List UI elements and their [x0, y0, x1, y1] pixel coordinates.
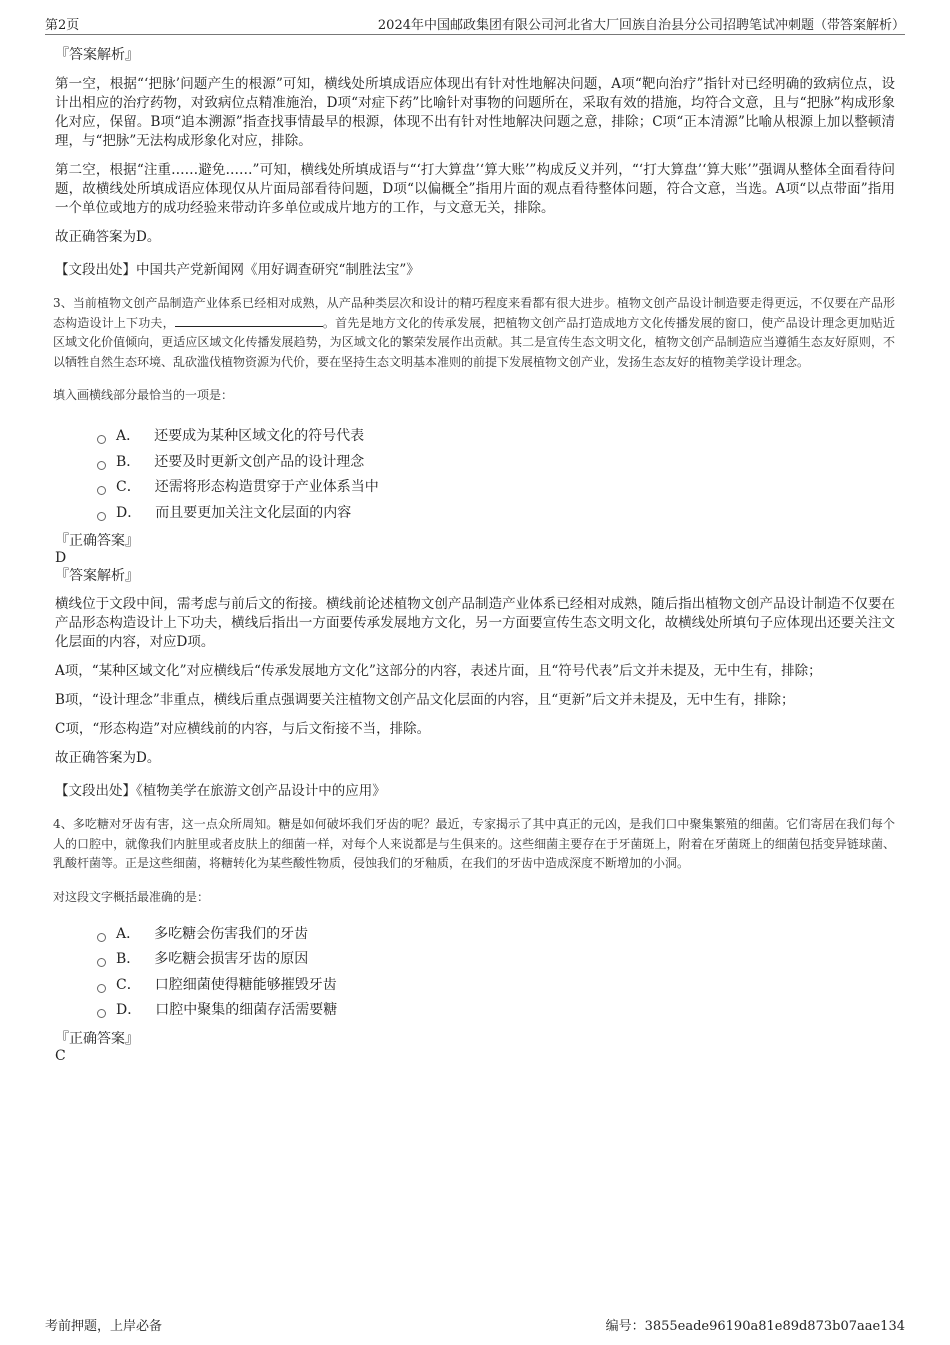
analysis-paragraph: 第二空，根据“注重……避免……”可知，横线处所填成语与“‘打大算盘’‘算大账’”构成反义并列，“‘打大算盘’‘算大账’”强调从整体全面看待问题，故横线处所填成语应体现仅从片面局部看待问题，D项“以偏概全”指用片面的观点看待整体问题，符合文意，当选。A项“以点带面”指用一个单位或地方的成功经验来带动许多单位或成片地方的工作，与文意无关，排除。 — [55, 162, 895, 216]
page-content — [55, 45, 895, 1065]
option-d[interactable]: D． 而且要更加关注文化层面的内容 — [97, 501, 895, 527]
analysis-paragraph: C项，“形态构造”对应横线前的内容，与后文衔接不当，排除。 — [55, 721, 431, 737]
fill-blank — [175, 314, 323, 327]
question-4-prompt: 对这段文字概括最准确的是： — [53, 889, 210, 904]
option-b[interactable]: B． 还要及时更新文创产品的设计理念 — [97, 450, 895, 476]
question-4-stem: 4、多吃糖对牙齿有害，这一点众所周知。糖是如何破坏我们牙齿的呢？最近，专家揭示了其中真正的元凶，是我们口中聚集繁殖的细菌。它们寄居在我们每个人的口腔中，就像我们内脏里或者皮肤上的细菌一样，对每个人来说都是与生俱来的。这些细菌主要存在于牙菌斑上，附着在牙菌斑上的细菌包括变异链球菌、乳酸杆菌等。正是这些细菌，将糖转化为某些酸性物质，侵蚀我们的牙釉质，在我们的牙齿中造成深度不断增加的小洞。 — [53, 817, 895, 870]
option-b[interactable]: B． 多吃糖会损害牙齿的原因 — [97, 947, 895, 973]
radio-icon[interactable] — [97, 461, 106, 470]
page-header — [45, 10, 905, 35]
source-citation: 【文段出处】《植物美学在旅游文创产品设计中的应用》 — [55, 783, 386, 799]
source-citation: 【文段出处】中国共产党新闻网《用好调查研究“制胜法宝”》 — [55, 262, 420, 278]
question-3-stem: 3、当前植物文创产品制造产业体系已经相对成熟，从产品种类层次和设计的精巧程度来看都有很大进步。植物文创产品设计制造要走得更远，不仅要在产品形态构造设计上下功夫， 。首先是地方文化的传承发展，把植物文创产品打造成地方文化传播发展的窗口，使产品设计理念更加贴近区域文化价值倾向，更适应区域文化传播发展趋势，为区域文化的繁荣发展作出贡献。其二是宣传生态文明文化，植物文创产品制造应当遵循生态友好原则，不以牺牲自然生态环境、乱砍滥伐植物资源为代价，要在坚持生态文明基本准则的前提下发展植物文创产业，发扬生态友好的植物美学设计理念。 — [53, 296, 895, 369]
radio-icon[interactable] — [97, 984, 106, 993]
analysis-tag: 『答案解析』 — [55, 568, 139, 584]
radio-icon[interactable] — [97, 958, 106, 967]
correct-answer: D — [55, 550, 67, 566]
question-3-options — [97, 424, 895, 526]
radio-icon[interactable] — [97, 933, 106, 942]
radio-icon[interactable] — [97, 1009, 106, 1018]
document-title: 2024年中国邮政集团有限公司河北省大厂回族自治县分公司招聘笔试冲刺题（带答案解析） — [377, 18, 905, 33]
page-number: 第2页 — [45, 18, 80, 33]
option-d[interactable]: D． 口腔中聚集的细菌存活需要糖 — [97, 998, 895, 1024]
analysis-tag: 『答案解析』 — [55, 47, 139, 63]
radio-icon[interactable] — [97, 512, 106, 521]
radio-icon[interactable] — [97, 435, 106, 444]
correct-answer-tag: 『正确答案』 — [55, 533, 139, 549]
analysis-conclusion: 故正确答案为D。 — [55, 750, 161, 766]
analysis-paragraph: 横线位于文段中间，需考虑与前后文的衔接。横线前论述植物文创产品制造产业体系已经相对成熟，随后指出植物文创产品设计制造不仅要在产品形态构造设计上下功夫，横线后指出一方面要传承发展地方文化，另一方面要宣传生态文明文化，故横线处所填句子应体现出还要关注文化层面的内容，对应D项。 — [55, 596, 895, 650]
option-c[interactable]: C． 口腔细菌使得糖能够摧毁牙齿 — [97, 973, 895, 999]
option-a[interactable]: A． 多吃糖会伤害我们的牙齿 — [97, 922, 895, 948]
footer-motto: 考前押题，上岸必备 — [45, 1319, 163, 1334]
question-4-options — [97, 922, 895, 1024]
analysis-paragraph: B项，“设计理念”非重点，横线后重点强调要关注植物文创产品文化层面的内容，且“更新”后文并未提及，无中生有，排除； — [55, 692, 795, 708]
option-c[interactable]: C． 还需将形态构造贯穿于产业体系当中 — [97, 475, 895, 501]
question-3-prompt: 填入画横线部分最恰当的一项是： — [53, 388, 234, 402]
correct-answer: C — [55, 1047, 66, 1064]
analysis-paragraph: A项，“某种区域文化”对应横线后“传承发展地方文化”这部分的内容，表述片面，且“符号代表”后文并未提及，无中生有，排除； — [55, 663, 822, 679]
analysis-paragraph: 第一空，根据“‘把脉’问题产生的根源”可知，横线处所填成语应体现出有针对性地解决问题，A项“靶向治疗”指针对已经明确的致病位点，设计出相应的治疗药物，对致病位点精准施治，D项“对症下药”比喻针对事物的问题所在，采取有效的措施，均符合文意，且与“把脉”构成形象化对应，保留。B项“追本溯源”指查找事情最早的根源，体现不出有针对性地解决问题之意，排除；C项“正本清源”比喻从根源上加以整顿清理，与“把脉”无法构成形象化对应，排除。 — [55, 76, 895, 149]
radio-icon[interactable] — [97, 486, 106, 495]
document-code: 编号：3855eade96190a81e89d873b07aae134 — [605, 1319, 905, 1334]
correct-answer-tag: 『正确答案』 — [55, 1030, 139, 1047]
analysis-conclusion: 故正确答案为D。 — [55, 229, 161, 245]
option-a[interactable]: A． 还要成为某种区域文化的符号代表 — [97, 424, 895, 450]
